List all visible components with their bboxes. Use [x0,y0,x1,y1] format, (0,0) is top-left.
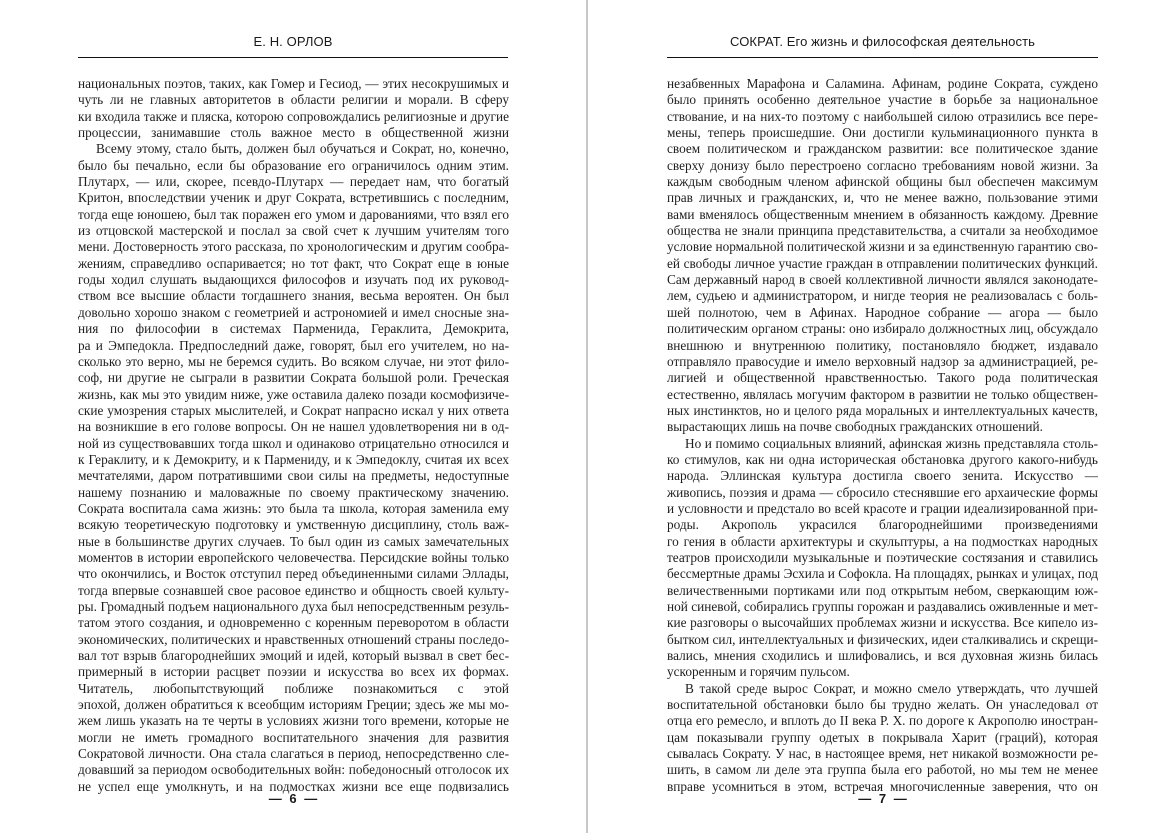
text-line: довавший за периодом освободительных войн: победоносный отголосок их [78,762,509,778]
text-line: ские умозрения старых мыслителей, и Сократ напрасно искал у них ответа [78,402,509,418]
text-line: ра и Эмпедокла. Предпоследний даже, говорят, был его учителем, но на- [78,337,509,353]
left-page [0,0,586,833]
text-line: сывалась Сократу. У нас, в настоящее время, нет никакой возможности ре- [667,746,1098,762]
text-line: не успел еще умолкнуть, и на подмостках жизни все еще подвизались [78,778,509,794]
page-number: — 7 — [858,791,907,806]
text-line: национальных поэтов, таких, как Гомер и Гесиод, — этих несокрушимых и [78,76,509,91]
text-line: каждым свободным членом афинской общины был обеспечен максимум [667,174,1098,190]
text-line: ные в большинстве других случаев. То был один из самых замечательных [78,533,509,549]
text-line: что окончились, и Восток отступил перед объединенными силами Эллады, [78,566,509,582]
text-line: сверху донизу было перестроено согласно требованиям новой жизни. За [667,157,1098,173]
text-line: Сам державный народ в своей коллективной личности являлся законодате- [667,272,1098,288]
text-line: вами вменялось общественным мнением в обязанность каждому. Древние [667,206,1098,222]
text-line: лигией и общественной нравственностью. Такого рода политическая [667,370,1098,386]
body-text [78,76,509,795]
text-line: к Гераклиту, и к Демокриту, и к Пармениду, и к Эмпедоклу, считая их всех [78,451,509,467]
text-line: всякую теоретическую подготовку и умственную дисциплину, столь важ- [78,517,509,533]
text-line: Критон, впоследствии ученик и друг Сократа, встретившись с последним, [78,190,509,206]
text-line: ной из существовавших тогда школ и одинаково отрицательно относился и [78,435,509,451]
text-line: годы ходил слушать выдающихся философов и изучать под их руковод- [78,272,509,288]
text-line: ной синевой, собирались группы горожан и раздавались оживленные и мет- [667,599,1098,614]
text-line: ускоренным и горячим пульсом. [667,664,850,680]
text-line: тогда впервые сознавшей свое расовое единство и общность своей культу- [78,582,509,598]
text-line: и условности и предстало во всей красоте и грации идеализированной при- [667,500,1098,516]
header-rule [78,57,508,58]
text-line: вались, мнения сходились и шлифовались, и вся духовная жизнь билась [667,648,1098,664]
text-line: цам показывали группу одетых в покрывала Харит (граций), которая [667,729,1098,745]
text-line: отправляло правосудие и имело верховный надзор за администрацией, ре- [667,353,1098,369]
text-line: незабвенных Марафона и Саламина. Афинам, родине Сократа, суждено [667,76,1098,91]
text-line: кие разговоры о высочайших проблемах жизни и искусства. Все кипело из- [667,615,1098,631]
text-line: на возникшие в его голове вопросы. Он не нашел удовлетворения ни в од- [78,419,509,435]
text-line: мени. Достоверность этого рассказа, по хронологическим и другим сообра- [78,239,509,255]
text-line: чуть ли не главных авторитетов в области религии и морали. В сферу [78,92,509,108]
running-head-title: СОКРАТ. Его жизнь и философская деятельность [730,34,1035,49]
text-line: общества не знали принципа представительства, а считали за необходимое [667,223,1098,239]
text-line: процессии, занимавшие столь важное место в общественной жизни [78,125,509,141]
text-line: жениям, справедливо оспаривается; но тот факт, что Сократ еще в юные [78,255,509,271]
text-line: ко стимулов, как ни одна историческая обстановка другого какого-нибудь [667,451,1098,467]
text-line: бессмертные драмы Эсхила и Софокла. На площадях, рынках и улицах, под [667,566,1098,582]
text-line: величественными портиками или под открытым небом, сверкающим юж- [667,582,1098,598]
text-line: сколько это верно, мы не беремся судить. Во всяком случае, ни этот фило- [78,353,509,369]
text-line: условие нормальной политической жизни и за единственную гарантию сво- [667,239,1098,255]
body-text [667,76,1098,795]
text-line: вал тот взрыв благороднейших эмоций и идей, который вызвал в свет бес- [78,648,509,664]
page-number: — 6 — [268,791,318,806]
text-line: Всему этому, стало быть, должен был обучаться и Сократ, но, конечно, [96,141,509,157]
header-rule [667,57,1098,58]
text-line: мечтателями, даром потратившими свои силы на предметы, недоступные [78,468,509,484]
text-line: отца его ремесло, и вплоть до II века Р. Х. по дороге к Акрополю иностран- [667,713,1098,729]
text-line: бытком сил, интеллектуальных и физических, идеи сталкивались и скрещи- [667,631,1098,647]
right-page [588,0,1174,833]
text-line: из отцовской мастерской и послал за свой счет к лучшим учителям того [78,223,509,239]
text-line: мены, теперь происшедшие. Они достигли кульминационного пункта в [667,125,1098,141]
text-line: Плутарх, — или, скорее, псевдо-Плутарх — передает нам, что богатый [78,174,509,190]
text-line: тогда еще юношею, был так поражен его умом и дарованиями, что взял его [78,206,509,222]
text-line: вправе усомниться в этом, встречая многочисленные заверения, что он [667,778,1098,794]
text-line: соф, ни другие не сыграли в развитии Сократа большой роли. Греческая [78,370,509,386]
text-line: было принять особенно деятельное участие в борьбе за национальное [667,92,1098,108]
text-line: роды. Акрополь украсился благороднейшими произведениями [667,517,1098,533]
text-line: Но и помимо социальных влияний, афинская жизнь представляла столь- [685,435,1098,451]
text-line: вырастающих лишь на почве свободных гражданских отношений. [667,419,1043,435]
text-line: нашему познанию и маловажные по своему практическому значению. [78,484,509,500]
text-line: Сократовой личности. Она стала слагаться в период, непосредственно сле- [78,746,509,762]
text-line: В такой среде вырос Сократ, и можно смело утверждать, что лучшей [685,680,1098,696]
text-line: жем лишь указать на те черты в условиях жизни того времени, которые не [78,713,509,729]
text-line: татом этого создания, и одновременно с коренным переворотом в области [78,615,509,631]
text-line: ки входила также и пляска, которою сопровождались религиозные и другие [78,108,509,124]
text-line: жизнь, как мы это увидим ниже, уже оставила далеко позади космофизиче- [78,386,509,402]
text-line: прав личных и гражданских, и, что не менее важно, пользование этими [667,190,1098,206]
text-line: ры. Громадный подъем национального духа был непосредственным резуль- [78,599,509,614]
text-line: внешнюю и внутреннюю политику, постановляло бюджет, издавало [667,337,1098,353]
text-line: живопись, поэзия и драма — сбросило стеснявшие его архаические формы [667,484,1098,500]
text-line: Читатель, любопытствующий поближе познакомиться с этой [78,680,509,696]
text-line: политическим органом страны: оно избирало должностных лиц, обсуждало [667,321,1098,337]
text-line: Сократа воспитала сама жизнь: это была та школа, которая заменила ему [78,500,509,516]
text-line: ствование, и на них-то поэтому с наибольшей силою отразились все пере- [667,108,1098,124]
text-line: ей свободы личное участие граждан в отправлении политических функций. [667,255,1098,271]
text-line: ния по философии в системах Парменида, Гераклита, Демокрита, [78,321,509,337]
text-line: ством все высшие области тогдашнего знания, весьма вероятен. Он был [78,288,509,304]
text-line: воспитательной обстановки было бы трудно желать. Он унаследовал от [667,697,1098,713]
text-line: естественно, являлась могучим фактором в развитии не только обществен- [667,386,1098,402]
running-head-author: Е. Н. ОРЛОВ [253,34,333,49]
text-line: экономических, политических и нравственных отношений страны последо- [78,631,509,647]
text-line: лем, судьею и администратором, и нигде теория не реализовалась с боль- [667,288,1098,304]
text-line: шей полнотою, чем в Афинах. Народное собрание — агора — было [667,304,1098,320]
text-line: народа. Эллинская культура достигла своего зенита. Искусство — [667,468,1098,484]
text-line: было бы печально, если бы образование его ограничилось одним этим. [78,157,509,173]
text-line: примерный в истории расцвет поэзии и искусства во всех их формах. [78,664,509,680]
text-line: го гения в области архитектуры и скульптуры, а на подмостках народных [667,533,1098,549]
text-line: своем политическом и гражданском развитии: все политическое здание [667,141,1098,157]
text-line: шить, в самом ли деле эта группа была его работой, но мы тем не менее [667,762,1098,778]
text-line: моментов в истории европейского человечества. Персидские войны только [78,549,509,565]
text-line: могли не иметь громадного воспитательного значения для развития [78,729,509,745]
text-line: театров происходили музыкальные и поэтические состязания и ставились [667,549,1098,565]
text-line: довольно хорошо знаком с геометрией и астрономией и имел сносные зна- [78,304,509,320]
text-line: эпохой, должен обратиться к всеобщим историям Греции; здесь же мы мо- [78,697,509,713]
text-line: ных инстинктов, но и целого ряда моральных и интеллектуальных качеств, [667,402,1098,418]
